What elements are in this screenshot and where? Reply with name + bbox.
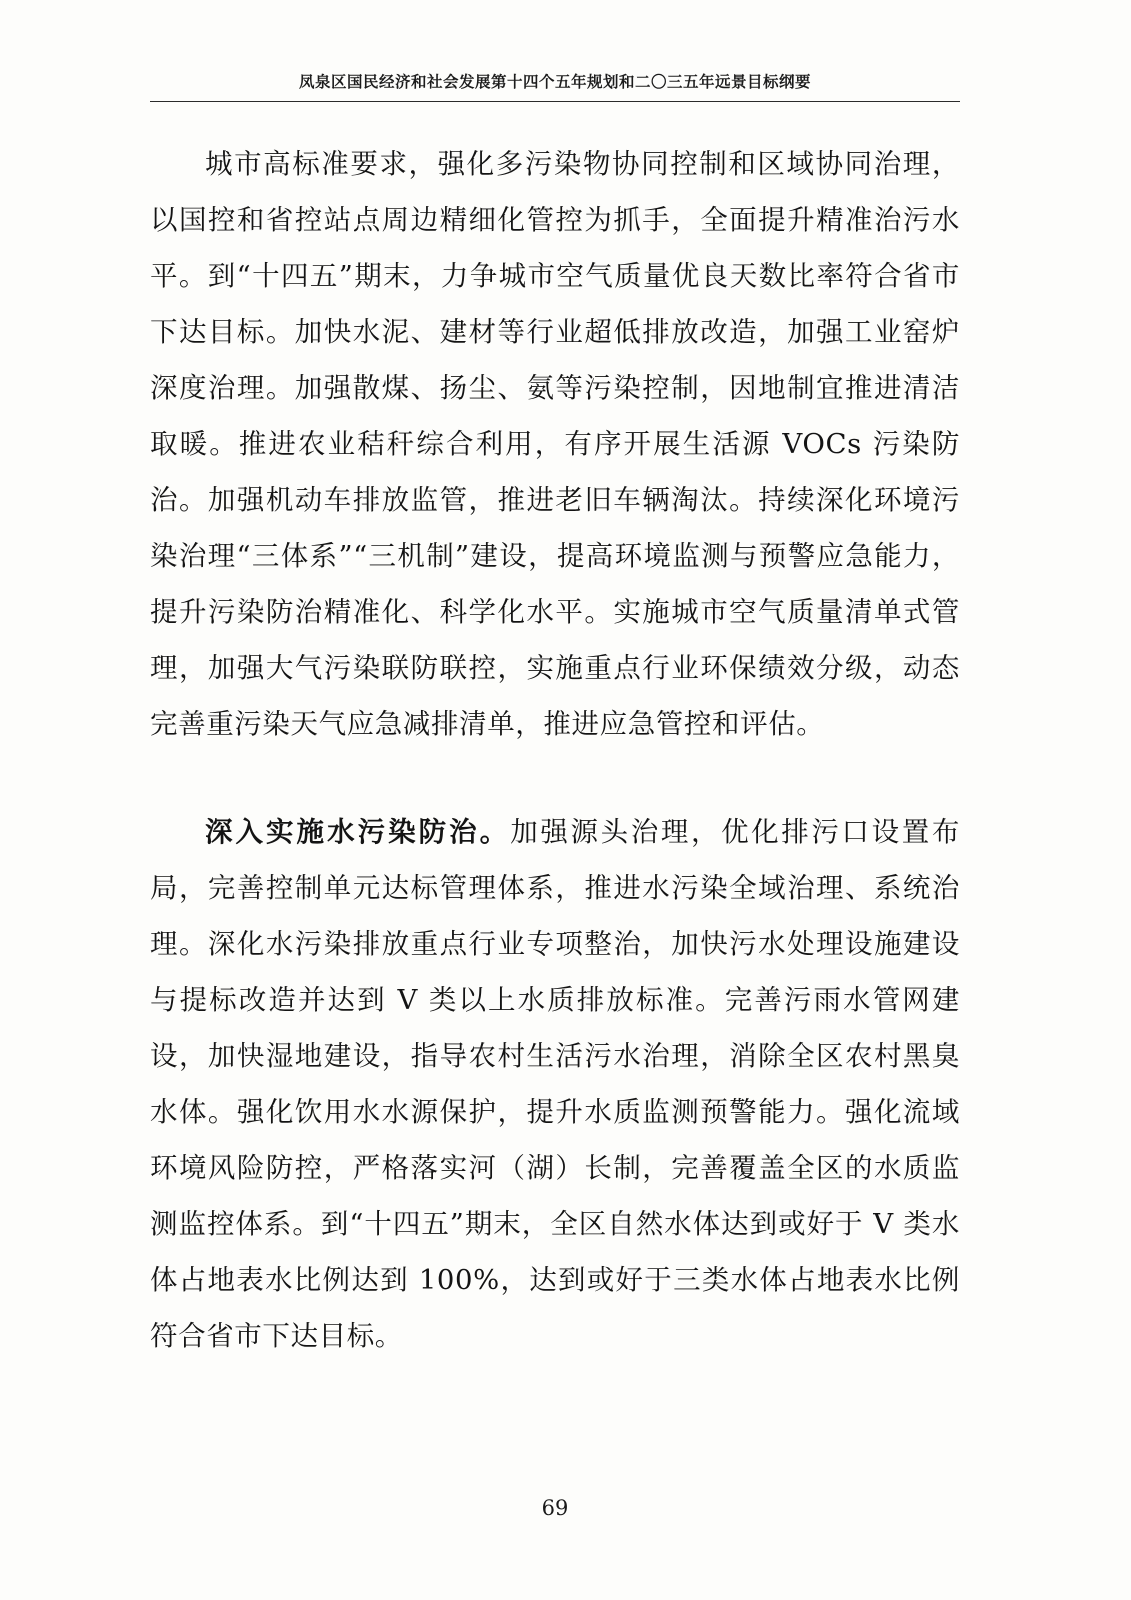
- running-head: 凤泉区国民经济和社会发展第十四个五年规划和二〇三五年远景目标纲要: [298, 73, 811, 91]
- page-number: 69: [541, 1496, 569, 1520]
- paragraph-text: 城市高标准要求，强化多污染物协同控制和区域协同治理，以国控和省控站点周边精细化管控为抓手，全面提升精准治污水平。到“十四五”期末，力争城市空气质量优良天数比率符合省市下达目标。加快水泥、建材等行业超低排放改造，加强工业窑炉深度治理。加强散煤、扬尘、氨等污染控制，因地制宜推进清洁取暖。推进农业秸秆综合利用，有序开展生活源 VOCs 污染防治。加强机动车排放监管，推进老旧车辆淘汰。持续深化环境污染治理“三体系”“三机制”建设，提高环境监测与预警应急能力，提升污染防治精准化、科学化水平。实施城市空气质量清单式管理，加强大气污染联防联控，实施重点行业环保绩效分级，动态完善重污染天气应急减排清单，推进应急管控和评估。: [150, 148, 960, 740]
- paragraph-text: 加强源头治理，优化排污口设置布局，完善控制单元达标管理体系，推进水污染全域治理、系统治理。深化水污染排放重点行业专项整治，加快污水处理设施建设与提标改造并达到 V 类以上水质排放标准。完善污雨水管网建设，加快湿地建设，指导农村生活污水治理，消除全区农村黑臭水体。强化饮用水水源保护，提升水质监测预警能力。强化流域环境风险防控，严格落实河（湖）长制，完善覆盖全区的水质监测监控体系。到“十四五”期末，全区自然水体达到或好于 V 类水体占地表水比例达到 100%，达到或好于三类水体占地表水比例符合省市下达目标。: [150, 816, 961, 1352]
- body-text: [150, 136, 960, 1364]
- paragraph-air-pollution: [150, 136, 960, 752]
- page-content-area: [150, 70, 960, 1520]
- header-divider: [150, 101, 960, 102]
- paragraph-water-pollution: [150, 804, 960, 1364]
- paragraph-lead-in: 深入实施水污染防治。: [205, 816, 511, 848]
